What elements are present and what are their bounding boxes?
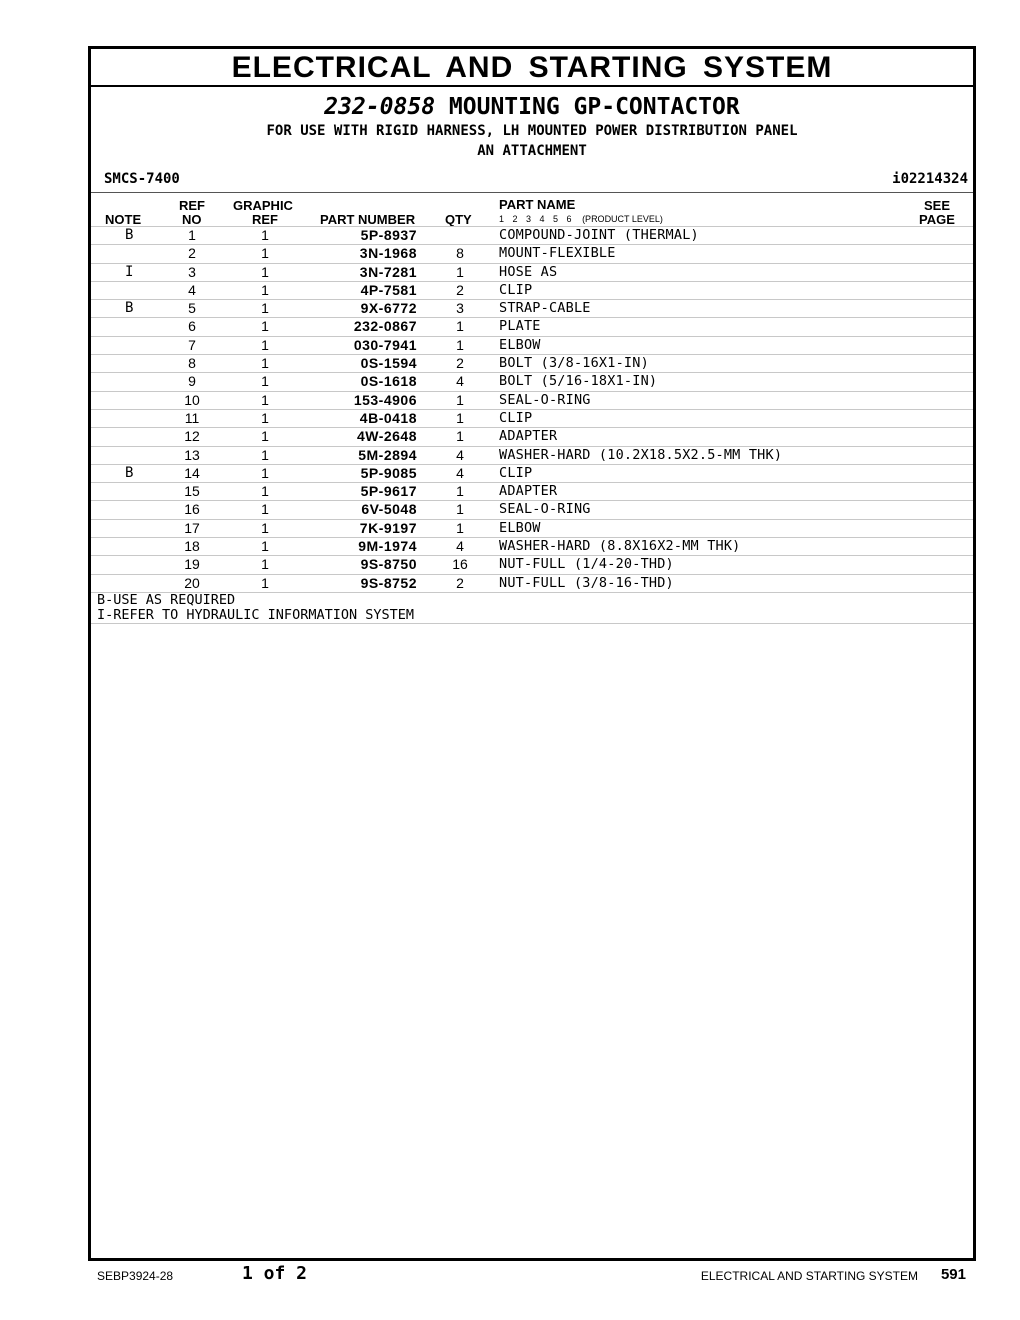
table-row bbox=[91, 482, 973, 500]
part-graphic-ref: 1 bbox=[261, 391, 269, 408]
part-number: 030-7941 bbox=[353, 336, 417, 353]
part-graphic-ref: 1 bbox=[261, 373, 269, 390]
part-name: BOLT (3/8-16X1-IN) bbox=[499, 355, 649, 372]
part-ref-no: 4 bbox=[188, 281, 196, 298]
part-ref-no: 5 bbox=[188, 300, 196, 317]
part-number: 232-0867 bbox=[353, 318, 417, 335]
table-row bbox=[91, 537, 973, 555]
col-header-ref-top: REF bbox=[179, 198, 205, 213]
smcs-code: SMCS-7400 bbox=[104, 171, 180, 187]
part-ref-no: 18 bbox=[184, 538, 200, 555]
part-graphic-ref: 1 bbox=[261, 446, 269, 463]
part-number: 9S-8750 bbox=[360, 556, 417, 573]
part-ref-no: 13 bbox=[184, 446, 200, 463]
part-ref-no: 1 bbox=[188, 227, 196, 243]
part-number: 5M-2894 bbox=[358, 446, 417, 463]
col-header-graphic-bottom: REF bbox=[252, 212, 278, 227]
table-row bbox=[91, 409, 973, 427]
col-header-part-number: PART NUMBER bbox=[320, 212, 416, 227]
part-graphic-ref: 1 bbox=[261, 227, 269, 243]
part-qty: 2 bbox=[456, 574, 464, 591]
table-row bbox=[91, 555, 973, 573]
part-number: 4B-0418 bbox=[359, 409, 417, 426]
part-qty: 4 bbox=[456, 373, 464, 390]
part-ref-no: 15 bbox=[184, 483, 200, 500]
part-name: WASHER-HARD (10.2X18.5X2.5-MM THK) bbox=[499, 446, 783, 463]
part-name: BOLT (5/16-18X1-IN) bbox=[499, 373, 658, 390]
part-qty: 2 bbox=[456, 355, 464, 372]
col-header-see-top: SEE bbox=[924, 198, 951, 213]
part-name: NUT-FULL (1/4-20-THD) bbox=[499, 556, 674, 573]
table-row: B 1 1 5P-8937 COMPOUND-JOINT (THERMAL) bbox=[91, 226, 973, 244]
part-ref-no: 16 bbox=[184, 501, 200, 518]
part-qty: 1 bbox=[456, 428, 464, 445]
product-level-numbers: 1 2 3 4 5 6 bbox=[499, 214, 572, 224]
part-graphic-ref: 1 bbox=[261, 483, 269, 500]
part-number: 6V-5048 bbox=[361, 501, 417, 518]
part-name: SEAL-O-RING bbox=[499, 501, 591, 518]
part-name: NUT-FULL (3/8-16-THD) bbox=[499, 574, 674, 591]
part-name: CLIP bbox=[499, 281, 533, 298]
group-title bbox=[91, 93, 973, 121]
table-row: B 14 1 5P-9085 4 CLIP bbox=[91, 464, 973, 482]
part-name: WASHER-HARD (8.8X16X2-MM THK) bbox=[499, 538, 741, 555]
footer-section-name: ELECTRICAL AND STARTING SYSTEM bbox=[700, 1269, 918, 1283]
col-header-ref-bottom: NO bbox=[182, 212, 202, 227]
part-graphic-ref: 1 bbox=[261, 538, 269, 555]
part-name: ELBOW bbox=[499, 519, 541, 536]
part-graphic-ref: 1 bbox=[261, 281, 269, 298]
group-number: 232-0858 bbox=[324, 94, 436, 120]
part-name: MOUNT-FLEXIBLE bbox=[499, 245, 616, 262]
product-level-label: (PRODUCT LEVEL) bbox=[582, 214, 663, 224]
table-row bbox=[91, 446, 973, 464]
col-header-part-name: PART NAME bbox=[499, 197, 576, 212]
part-graphic-ref: 1 bbox=[261, 409, 269, 426]
part-number: 3N-7281 bbox=[359, 263, 417, 280]
part-name: SEAL-O-RING bbox=[499, 391, 591, 408]
parts-table-body bbox=[91, 226, 973, 592]
part-qty: 1 bbox=[456, 409, 464, 426]
note-b: B-USE AS REQUIRED bbox=[97, 591, 236, 608]
table-row bbox=[91, 574, 973, 592]
table-row bbox=[91, 244, 973, 262]
group-subtitle-attachment: AN ATTACHMENT bbox=[477, 143, 587, 159]
part-graphic-ref: 1 bbox=[261, 245, 269, 262]
footer-page-number: 591 bbox=[940, 1266, 966, 1283]
part-ref-no: 14 bbox=[184, 464, 200, 481]
part-graphic-ref: 1 bbox=[261, 300, 269, 317]
part-qty: 1 bbox=[456, 391, 464, 408]
part-number: 9X-6772 bbox=[360, 300, 417, 317]
document-id: i02214324 bbox=[892, 171, 968, 187]
group-subtitle-usage: FOR USE WITH RIGID HARNESS, LH MOUNTED POWER DISTRIBUTION PANEL bbox=[266, 123, 798, 139]
part-ref-no: 6 bbox=[188, 318, 196, 335]
notes-block bbox=[91, 592, 973, 624]
parts-table bbox=[91, 226, 973, 624]
part-graphic-ref: 1 bbox=[261, 501, 269, 518]
group-name: MOUNTING GP-CONTACTOR bbox=[448, 94, 740, 120]
part-ref-no: 2 bbox=[188, 245, 196, 262]
part-name: ELBOW bbox=[499, 336, 541, 353]
col-header-note: NOTE bbox=[105, 212, 142, 227]
part-qty: 2 bbox=[456, 281, 464, 298]
part-ref-no: 17 bbox=[184, 519, 200, 536]
col-header-see-bottom: PAGE bbox=[919, 212, 955, 227]
part-name: ADAPTER bbox=[499, 483, 558, 500]
part-number: 153-4906 bbox=[353, 391, 417, 408]
header-divider bbox=[91, 192, 973, 193]
col-header-qty: QTY bbox=[445, 212, 472, 227]
part-graphic-ref: 1 bbox=[261, 428, 269, 445]
part-ref-no: 3 bbox=[188, 263, 196, 280]
part-number: 9M-1974 bbox=[358, 538, 417, 555]
part-ref-no: 12 bbox=[184, 428, 200, 445]
part-graphic-ref: 1 bbox=[261, 464, 269, 481]
part-qty: 4 bbox=[456, 446, 464, 463]
part-name: HOSE AS bbox=[499, 263, 558, 280]
part-ref-no: 10 bbox=[184, 391, 200, 408]
part-number: 4W-2648 bbox=[356, 428, 417, 445]
part-name: STRAP-CABLE bbox=[499, 300, 591, 317]
part-name: CLIP bbox=[499, 464, 533, 481]
part-number: 9S-8752 bbox=[360, 574, 417, 591]
part-ref-no: 20 bbox=[184, 574, 200, 591]
part-graphic-ref: 1 bbox=[261, 556, 269, 573]
part-graphic-ref: 1 bbox=[261, 574, 269, 591]
product-level-scale bbox=[499, 214, 663, 224]
table-row bbox=[91, 500, 973, 518]
part-qty: 3 bbox=[456, 300, 464, 317]
part-graphic-ref: 1 bbox=[261, 336, 269, 353]
part-qty: 1 bbox=[456, 263, 464, 280]
part-ref-no: 7 bbox=[188, 336, 196, 353]
table-row: I 3 1 3N-7281 1 HOSE AS bbox=[91, 263, 973, 281]
part-qty: 1 bbox=[456, 336, 464, 353]
part-ref-no: 8 bbox=[188, 355, 196, 372]
table-row bbox=[91, 281, 973, 299]
part-number: 5P-9085 bbox=[360, 464, 417, 481]
footer-document-code: SEBP3924-28 bbox=[97, 1269, 174, 1283]
table-row bbox=[91, 372, 973, 390]
part-qty: 4 bbox=[456, 464, 464, 481]
part-graphic-ref: 1 bbox=[261, 318, 269, 335]
part-qty: 1 bbox=[456, 318, 464, 335]
part-number: 5P-9617 bbox=[360, 483, 417, 500]
page-frame bbox=[88, 46, 976, 1261]
note-i: I-REFER TO HYDRAULIC INFORMATION SYSTEM bbox=[97, 606, 414, 623]
part-qty: 1 bbox=[456, 519, 464, 536]
col-header-graphic-top: GRAPHIC bbox=[233, 198, 293, 213]
table-row bbox=[91, 391, 973, 409]
part-qty: 1 bbox=[456, 501, 464, 518]
part-graphic-ref: 1 bbox=[261, 519, 269, 536]
part-graphic-ref: 1 bbox=[261, 263, 269, 280]
table-row: B 5 1 9X-6772 3 STRAP-CABLE bbox=[91, 299, 973, 317]
part-ref-no: 9 bbox=[188, 373, 196, 390]
part-name: COMPOUND-JOINT (THERMAL) bbox=[499, 227, 699, 243]
part-number: 4P-7581 bbox=[360, 281, 417, 298]
part-qty: 8 bbox=[456, 245, 464, 262]
section-title: ELECTRICAL AND STARTING SYSTEM bbox=[91, 49, 973, 87]
part-qty: 1 bbox=[456, 483, 464, 500]
table-row bbox=[91, 354, 973, 372]
part-number: 7K-9197 bbox=[359, 519, 417, 536]
table-row bbox=[91, 317, 973, 335]
table-row bbox=[91, 519, 973, 537]
part-number: 5P-8937 bbox=[360, 227, 417, 243]
part-name: PLATE bbox=[499, 318, 541, 335]
part-qty: 16 bbox=[452, 556, 468, 573]
part-number: 0S-1618 bbox=[360, 373, 417, 390]
part-number: 0S-1594 bbox=[360, 355, 417, 372]
part-number: 3N-1968 bbox=[359, 245, 417, 262]
part-name: ADAPTER bbox=[499, 428, 558, 445]
part-ref-no: 11 bbox=[184, 409, 200, 426]
table-row bbox=[91, 427, 973, 445]
part-ref-no: 19 bbox=[184, 556, 200, 573]
table-row bbox=[91, 336, 973, 354]
part-graphic-ref: 1 bbox=[261, 355, 269, 372]
footer-page-of: 1 of 2 bbox=[242, 1263, 308, 1284]
part-qty: 4 bbox=[456, 538, 464, 555]
part-name: CLIP bbox=[499, 409, 533, 426]
